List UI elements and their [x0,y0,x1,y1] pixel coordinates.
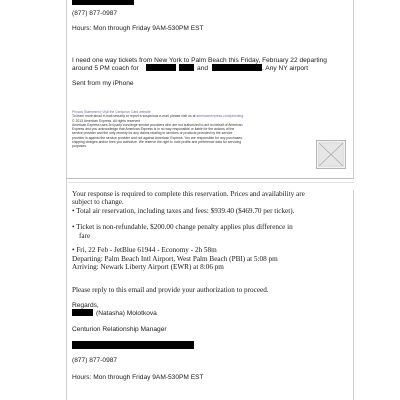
arriving-info: Arriving: Newark Liberty Airport (EWR) at 8:06 pm [72,263,224,271]
disclaimer-line: service provider and the only remedy for any claims relating to services or products provided by the service [72,131,233,136]
broken-image-placeholder-icon [316,140,346,169]
disclaimer-line: American Express uses 3rd party concierge service providers who are not authorized to act on behalf of American [72,122,243,127]
email-frame-right [353,0,354,178]
redacted-email [72,341,194,349]
redacted-first-name [72,309,93,316]
request-line-2 [72,65,139,73]
redaction-bar [72,0,134,5]
page-frame-right [353,190,354,400]
request-line-1: I need one way tickets from New York to Palm Beach this Friday, February 22 departing [72,57,327,64]
departing-info: Departing: Palm Beach Intl Airport, West Palm Beach (PBI) at 5:08 pm [72,255,278,263]
disclaimer-line: provider is against the service provider and not against American Express. You are responsible for any purchases, [72,135,243,140]
regards: Regards, [72,302,99,309]
email-separator-bottom [66,182,354,183]
signer-name: (Natasha) Molotkova [96,310,157,317]
ticket-bullet-line-1: • Ticket is non-refundable, $200.00 change penalty applies plus difference in [72,223,293,231]
phishing-report-end: . [243,114,245,119]
disclaimer-line: shipping charges and/or fees you authorize. We reserve the right to note profile and preference data for servicing [72,140,242,145]
request-line-2a: around 5 PM coach for [72,65,139,72]
reply-intro-2: subject to change. [72,198,124,206]
redacted-name-3 [212,64,262,71]
footer-link-separator: | [99,110,103,114]
centurion-site-link[interactable]: Visit the Centurion Card website [102,110,151,114]
top-phone: (877) 877-0987 [72,10,118,17]
request-and: and [197,65,209,72]
sent-from: Sent from my iPhone [72,80,134,87]
email-separator-top [66,178,354,179]
signer-title: Centurion Relationship Manager [72,326,167,333]
page-frame-left [66,0,67,400]
disclaimer-line: Express and you acknowledge that American Express is in no way responsible or liable for the actions of the [72,127,235,132]
price-bullet: • Total air reservation, including taxes and fees: $939.40 ($469.70 per ticket). [72,207,295,215]
authorization-request: Please reply to this email and provide your authorization to proceed. [72,286,269,294]
phishing-link[interactable]: americanexpress.com/phishing [196,114,244,119]
signer-hours: Hours: Mon through Friday 9AM-530PM EST [72,374,204,381]
signer-phone: (877) 877-0987 [72,357,118,364]
privacy-link[interactable]: Privacy Statement [72,110,100,114]
footer-fine-print [72,110,302,149]
flight-bullet: • Fri, 22 Feb - JetBlue 61944 - Economy - 2h 58m [72,246,217,254]
reply-intro-1: Your response is required to complete this reservation. Prices and availability are [72,190,305,198]
top-hours: Hours: Mon through Friday 9AM-530PM EST [72,25,204,32]
request-airport: . Any NY airport [262,65,309,72]
redacted-name-1 [146,64,176,71]
copyright: © 2013 American Express. All rights reserved [72,118,141,123]
phishing-report-text: To learn more about e-mail security or report a suspicious e-mail, please visit us at [72,114,197,119]
ticket-bullet-line-2: fare [79,232,91,240]
redacted-name-2 [179,64,194,71]
disclaimer-line: purposes. [72,144,87,149]
